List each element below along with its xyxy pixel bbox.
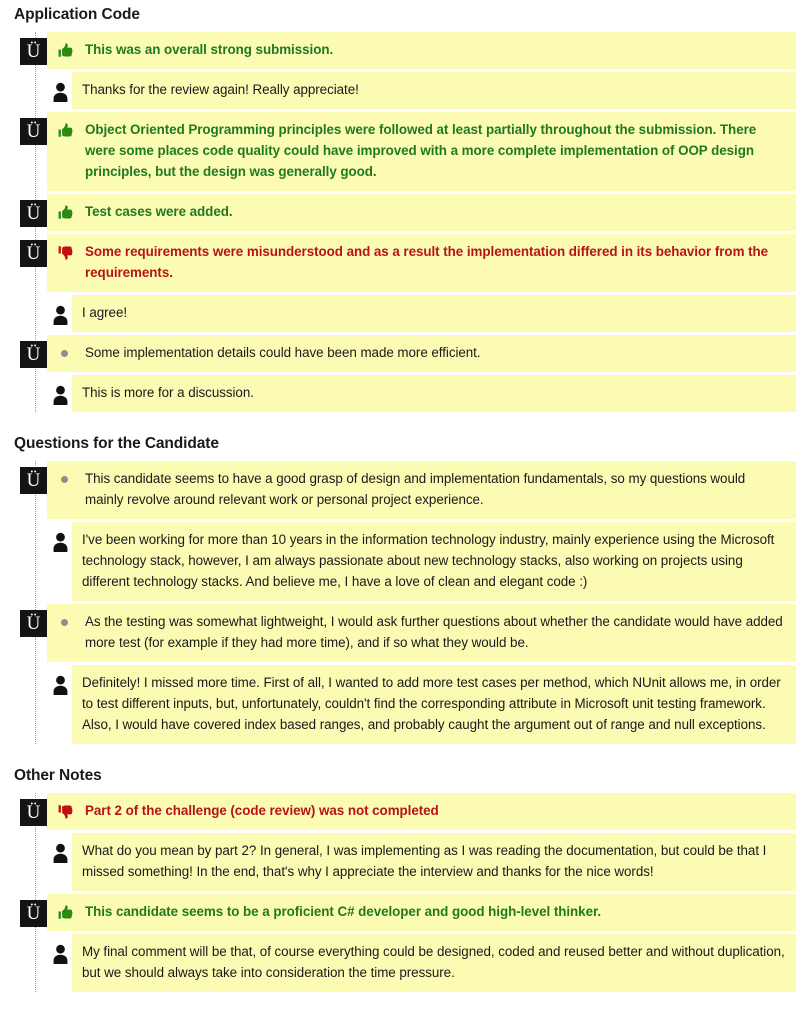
reviewer-initial-avatar: Ü — [20, 200, 47, 227]
candidate-avatar — [48, 934, 72, 968]
thumbs-down-icon — [57, 800, 85, 820]
reviewer-comment-row[interactable] — [0, 234, 796, 292]
person-icon — [48, 941, 72, 968]
reviewer-initial-avatar: Ü — [20, 341, 47, 368]
comment-bubble[interactable] — [47, 894, 796, 931]
comment-text: Object Oriented Programming principles were followed at least partially throughout the submission. There were some places code quality could have improved with a more complete implementation of OOP design principles, but the design was generally good. — [85, 122, 757, 179]
feedback-section — [0, 0, 796, 412]
reviewer-avatar — [20, 793, 47, 826]
bullet-dot-icon — [57, 342, 85, 362]
candidate-reply-row[interactable] — [0, 522, 796, 601]
comment-text: Thanks for the review again! Really appreciate! — [82, 82, 359, 97]
candidate-reply-row[interactable] — [0, 375, 796, 412]
candidate-reply-row[interactable] — [0, 934, 796, 992]
reviewer-comment-row[interactable] — [0, 335, 796, 372]
reviewer-avatar — [20, 335, 47, 368]
title-spacer — [0, 24, 796, 32]
title-spacer — [0, 453, 796, 461]
comment-bubble[interactable] — [47, 32, 796, 69]
reviewer-initial-avatar: Ü — [20, 900, 47, 927]
comment-bubble[interactable] — [47, 461, 796, 519]
reviewer-comment-row[interactable] — [0, 604, 796, 662]
candidate-avatar — [48, 665, 72, 699]
reviewer-avatar — [20, 32, 47, 65]
feedback-section — [0, 747, 796, 992]
comment-bubble[interactable] — [47, 194, 796, 231]
comment-text: This candidate seems to be a proficient C# developer and good high-level thinker. — [85, 904, 602, 919]
comment-text: What do you mean by part 2? In general, I was implementing as I was reading the documentation, but could be that I missed something! In the end, that's why I appreciate the interview and thanks for the nice words! — [82, 843, 767, 879]
bullet-dot — [61, 350, 68, 357]
reviewer-initial-avatar: Ü — [20, 38, 47, 65]
person-icon — [48, 672, 72, 699]
reviewer-initial-avatar: Ü — [20, 799, 47, 826]
thumbs-up-icon — [57, 119, 85, 139]
person-icon — [48, 79, 72, 106]
comment-text: This candidate seems to have a good grasp of design and implementation fundamentals, so my questions would mainly revolve around relevant work or personal project experience. — [85, 471, 746, 507]
person-icon — [48, 302, 72, 329]
reviewer-avatar — [20, 604, 47, 637]
reviewer-initial-avatar: Ü — [20, 118, 47, 145]
comment-thread — [0, 793, 796, 992]
comment-bubble[interactable] — [72, 833, 796, 891]
person-icon — [48, 840, 72, 867]
section-spacer — [0, 415, 796, 435]
comment-text: As the testing was somewhat lightweight, I would ask further questions about whether the candidate would have added more test (for example if they had more time), and if so what they would be. — [85, 614, 783, 650]
reviewer-avatar — [20, 194, 47, 227]
candidate-avatar — [48, 833, 72, 867]
reviewer-comment-row[interactable] — [0, 461, 796, 519]
comment-text: Some requirements were misunderstood and as a result the implementation differed in its behavior from the requirements. — [85, 244, 769, 280]
title-spacer — [0, 785, 796, 793]
candidate-reply-row[interactable] — [0, 833, 796, 891]
comment-text: Part 2 of the challenge (code review) was not completed — [85, 803, 439, 818]
reviewer-comment-row[interactable] — [0, 793, 796, 830]
section-spacer — [0, 747, 796, 767]
comment-text: This was an overall strong submission. — [85, 42, 334, 57]
candidate-reply-row[interactable] — [0, 295, 796, 332]
comment-bubble[interactable] — [47, 335, 796, 372]
bullet-dot — [61, 476, 68, 483]
candidate-avatar — [48, 375, 72, 409]
reviewer-avatar — [20, 234, 47, 267]
comment-bubble[interactable] — [72, 295, 796, 332]
comment-text: My final comment will be that, of course everything could be designed, coded and reused better and without duplication, but we should always take into consideration the time pressure. — [82, 944, 785, 980]
bullet-dot-icon — [57, 468, 85, 488]
comment-bubble[interactable] — [47, 234, 796, 292]
bullet-dot — [61, 619, 68, 626]
comment-thread — [0, 32, 796, 412]
section-title: Other Notes — [14, 767, 102, 784]
person-icon — [48, 382, 72, 409]
reviewer-avatar — [20, 112, 47, 145]
comment-text: Some implementation details could have been made more efficient. — [85, 345, 481, 360]
section-title: Application Code — [14, 6, 140, 23]
reviewer-initial-avatar: Ü — [20, 610, 47, 637]
thumbs-up-icon — [57, 901, 85, 921]
comment-text: This is more for a discussion. — [82, 385, 254, 400]
comment-bubble[interactable] — [72, 934, 796, 992]
candidate-avatar — [48, 522, 72, 556]
bullet-dot-icon — [57, 611, 85, 631]
candidate-avatar — [48, 295, 72, 329]
thumbs-down-icon — [57, 241, 85, 261]
reviewer-initial-avatar: Ü — [20, 467, 47, 494]
candidate-reply-row[interactable] — [0, 72, 796, 109]
comment-bubble[interactable] — [72, 375, 796, 412]
comment-bubble[interactable] — [47, 112, 796, 191]
thumbs-up-icon — [57, 201, 85, 221]
thumbs-up-icon — [57, 39, 85, 59]
section-title: Questions for the Candidate — [14, 435, 219, 452]
comment-text: Definitely! I missed more time. First of all, I wanted to add more test cases per method, which NUnit allows me, in order to test different inputs, but, unfortunately, couldn't find the corresponding attribute in Microsoft unit testing framework. Also, I would have covered index based ranges, and probably caught the argument out of range and null exceptions. — [82, 675, 781, 732]
comment-text: I agree! — [82, 305, 128, 320]
reviewer-comment-row[interactable] — [0, 194, 796, 231]
reviewer-initial-avatar: Ü — [20, 240, 47, 267]
person-icon — [48, 529, 72, 556]
feedback-section — [0, 415, 796, 744]
comment-bubble[interactable] — [72, 522, 796, 601]
reviewer-comment-row[interactable] — [0, 112, 796, 191]
comment-text: I've been working for more than 10 years in the information technology industry, mainly experience using the Microsoft technology stack, however, I am always passionate about new technology stacks, also working on projects using different technology stacks. And believe me, I have a love of clean and elegant code :) — [82, 532, 775, 589]
comment-bubble[interactable] — [72, 72, 796, 109]
candidate-reply-row[interactable] — [0, 665, 796, 744]
comment-bubble[interactable] — [47, 604, 796, 662]
comment-thread — [0, 461, 796, 744]
reviewer-avatar — [20, 894, 47, 927]
comment-text: Test cases were added. — [85, 204, 233, 219]
reviewer-comment-row[interactable] — [0, 32, 796, 69]
comment-bubble[interactable] — [47, 793, 796, 830]
comment-bubble[interactable] — [72, 665, 796, 744]
reviewer-avatar — [20, 461, 47, 494]
reviewer-comment-row[interactable] — [0, 894, 796, 931]
candidate-avatar — [48, 72, 72, 106]
